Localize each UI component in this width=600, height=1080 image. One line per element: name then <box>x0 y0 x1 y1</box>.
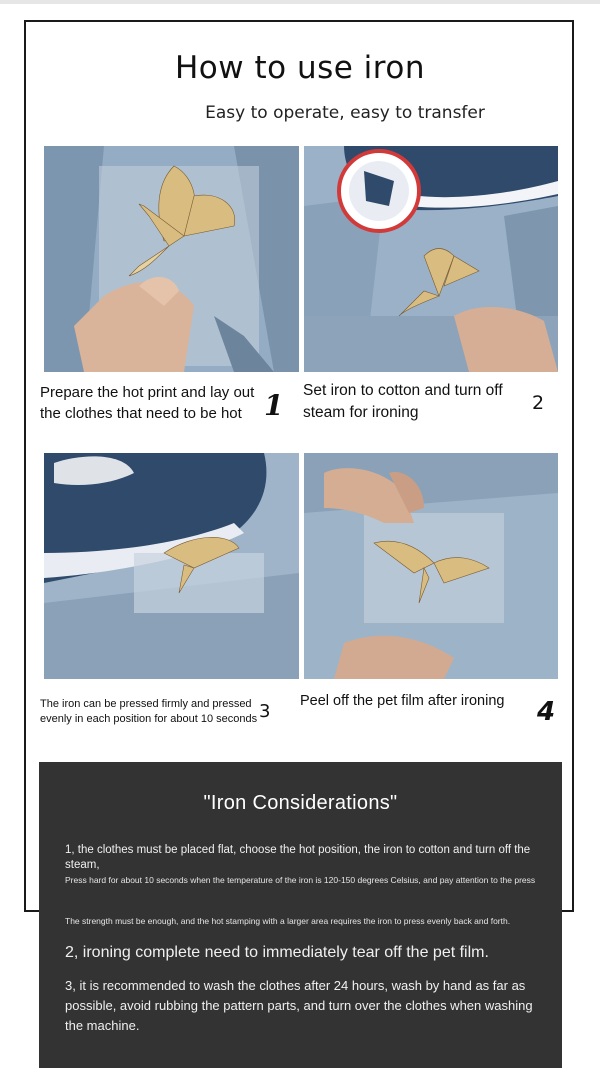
page-subtitle: Easy to operate, easy to transfer <box>205 103 485 123</box>
step-4-caption: Peel off the pet film after ironing <box>300 693 505 709</box>
consideration-line: 3, it is recommended to wash the clothes after 24 hours, wash by hand as far as possible, avoid rubbing the pattern parts, and turn over the clothes when washing the machine. <box>65 978 533 1033</box>
consideration-line: 1, the clothes must be placed flat, choose the hot position, the iron to cotton and turn off the steam, <box>65 844 531 871</box>
consideration-line: The strength must be enough, and the hot stamping with a larger area requires the iron to press evenly back and forth. <box>65 916 511 926</box>
step-1-number: 1 <box>264 389 284 422</box>
step-1-caption: Prepare the hot print and lay out the clothes that need to be hot <box>40 384 255 422</box>
consideration-line: Press hard for about 10 seconds when the temperature of the iron is 120-150 degrees Celsius, and pay attention to the press <box>65 875 536 885</box>
consideration-line: 2, ironing complete need to immediately tear off the pet film. <box>65 944 489 961</box>
step-3-photo <box>44 453 299 679</box>
step-2-number: 2 <box>532 392 545 414</box>
considerations-panel <box>39 762 562 1068</box>
step-1-photo <box>44 146 299 372</box>
step-3-caption: The iron can be pressed firmly and pressed evenly in each position for about 10 seconds <box>40 698 258 725</box>
step-2-caption: Set iron to cotton and turn off steam for ironing <box>303 382 503 421</box>
page-title: How to use iron <box>175 50 425 86</box>
step-2-photo <box>304 146 558 372</box>
step-4-number: 4 <box>537 697 556 727</box>
top-divider <box>0 0 600 4</box>
step-4-photo <box>304 453 558 679</box>
step-3-number: 3 <box>259 701 271 722</box>
considerations-title: "Iron Considerations" <box>203 792 398 814</box>
